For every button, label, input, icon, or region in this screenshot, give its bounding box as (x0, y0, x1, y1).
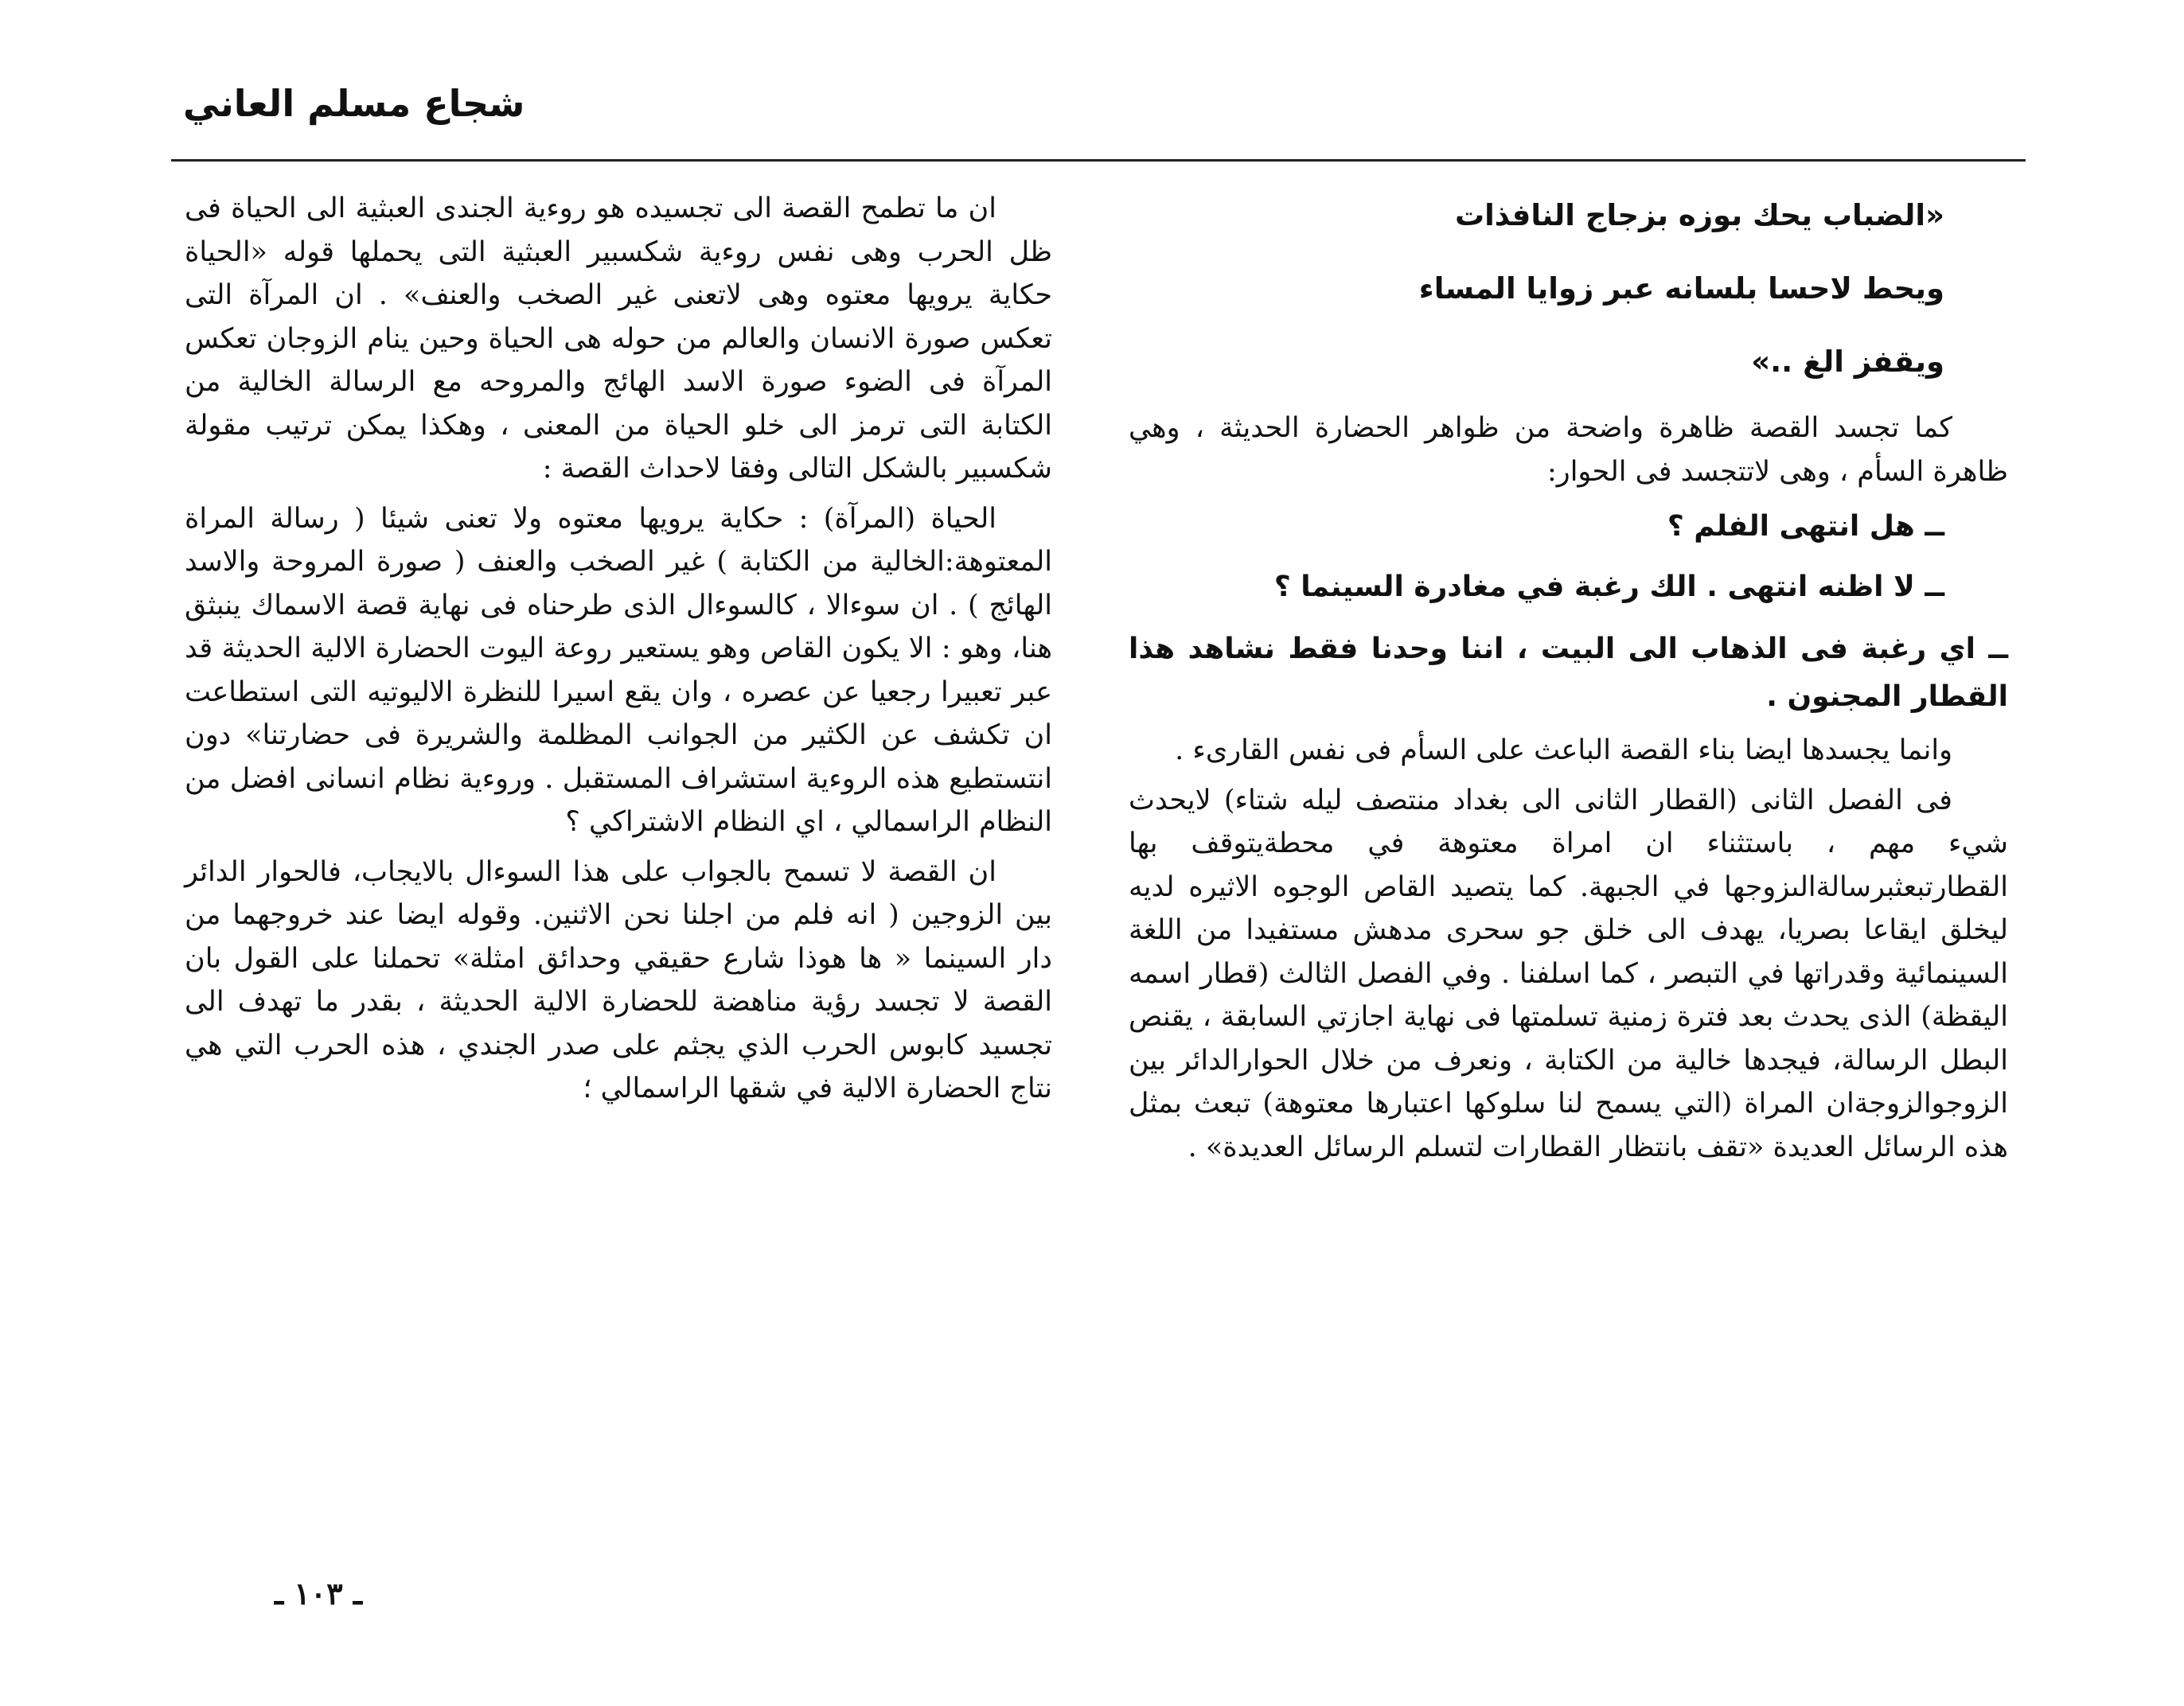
poem-line-3: ويقفز الغ ..» (1751, 345, 1944, 379)
right-paragraph-2: وانما يجسدها ايضا بناء القصة الباعث على السأم فى نفس القارىء . (1175, 734, 1952, 766)
left-paragraph-2: الحياة (المرآة) : حكاية يرويها معتوه ولا تعنى شيئا ( رسالة المراة المعتوهة:الخالية من الكتابة ) غير الصخب والعنف ( صورة المروحة والاسد الهائج ) . ان سوءالا ، كالسوءال الذى طرحناه فى نهاية قصة الاسماك ينبثق هنا، وهو : الا يكون القاص وهو يستعير روعة اليوت الحضارة الالية الحديثة قد عبر تعبيرا رجعيا عن عصره ، وان يقع اسيرا للنظرة الاليوتيه التى استطاعت ان تكشف عن الكثير من الجوانب المظلمة والشريرة فى حضارتنا» دون انتستطيع هذه الروءية استشراف المستقبل . وروءية نظام انسانى افضل من النظام الراسمالي ، اي النظام الاشتراكي ؟ (185, 502, 1052, 838)
left-paragraph-1: ان ما تطمح القصة الى تجسيده هو روءية الجندى العبثية الى الحياة فى ظل الحرب وهى نفس روءية شكسبير العبثية التى يحملها قوله «الحياة حكاية يرويها معتوه وهى لاتعنى غير الصخب والعنف» . ان المرآة التى تعكس صورة الانسان والعالم من حوله هى الحياة وحين ينام الزوجان تعكس المرآة فى الضوء صورة الاسد الهائج والمروحه مع الرسالة الخالية من الكتابة التى ترمز الى خلو الحياة من المعنى ، وهكذا يمكن ترتيب مقولة شكسبير بالشكل التالى وفقا لاحداث القصة : (185, 193, 1052, 485)
right-column (1129, 179, 2008, 1169)
poem-quote (1129, 179, 2008, 399)
right-paragraph-1: كما تجسد القصة ظاهرة واضحة من ظواهر الحضارة الحديثة ، وهي ظاهرة السأم ، وهى لاتتجسد فى الحوار: (1129, 412, 2008, 488)
poem-line-1: «الضباب يحك بوزه بزجاج النافذات (1454, 198, 1944, 232)
running-header-author: شجاع مسلم العاني (183, 82, 525, 125)
page-number: ـ ١٠٣ ـ (275, 1576, 362, 1611)
poem-line-2: ويحط لاحسا بلسانه عبر زوايا المساء (1418, 271, 1944, 306)
dialogue-block (1129, 497, 2008, 721)
left-column (185, 187, 1052, 1111)
right-paragraph-3: فى الفصل الثانى (القطار الثانى الى بغداد منتصف ليله شتاء) لايحدث شيء مهم ، باستثناء ان امراة معتوهة في محطةيتوقف بها القطارتبعثبرسالةالىزوجها في الجبهة. كما يتصيد القاص الوجوه الاثيره لديه ليخلق ايقاعا بصريا، يهدف الى خلق جو سحرى مدهش مستفيدا من اللغة السينمائية وقدراتها في التبصر ، كما اسلفنا . وفي الفصل الثالث (قطار اسمه اليقظة) الذى يحدث بعد فترة زمنية تسلمتها فى نهاية اجازتي السابقة ، يقنص البطل الرسالة، فيجدها خالية من الكتابة ، ونعرف من خلال الحوارالدائر بين الزوجوالزوجةان المراة (التي يسمح لنا سلوكها اعتبارها معتوهة) تبعث بمثل هذه الرسائل العديدة «تقف بانتظار القطارات لتسلم الرسائل العديدة» . (1129, 784, 2008, 1163)
left-paragraph-3: ان القصة لا تسمح بالجواب على هذا السوءال بالايجاب، فالحوار الدائر بين الزوجين ( انه فلم من اجلنا نحن الاثنين. وقوله ايضا عند خروجهما من دار السينما « ها هوذا شارع حقيقي وحدائق امثلة» تحملنا على القول بان القصة لا تجسد رؤية مناهضة للحضارة الالية الحديثة ، بقدر ما تهدف الى تجسيد كابوس الحرب الذي يجثم على صدر الجندي ، هذه الحرب التي هي نتاج الحضارة الالية في شقها الراسمالي ؛ (185, 855, 1052, 1104)
header-divider (171, 159, 2026, 162)
dialogue-line-2: ــ لا اظنه انتهى . الك رغبة في مغادرة السينما ؟ (1273, 571, 1944, 603)
dialogue-line-3: ــ اي رغبة فى الذهاب الى البيت ، اننا وحدنا فقط نشاهد هذا القطار المجنون . (1129, 633, 2008, 713)
dialogue-line-1: ــ هل انتهى الفلم ؟ (1667, 510, 1944, 543)
